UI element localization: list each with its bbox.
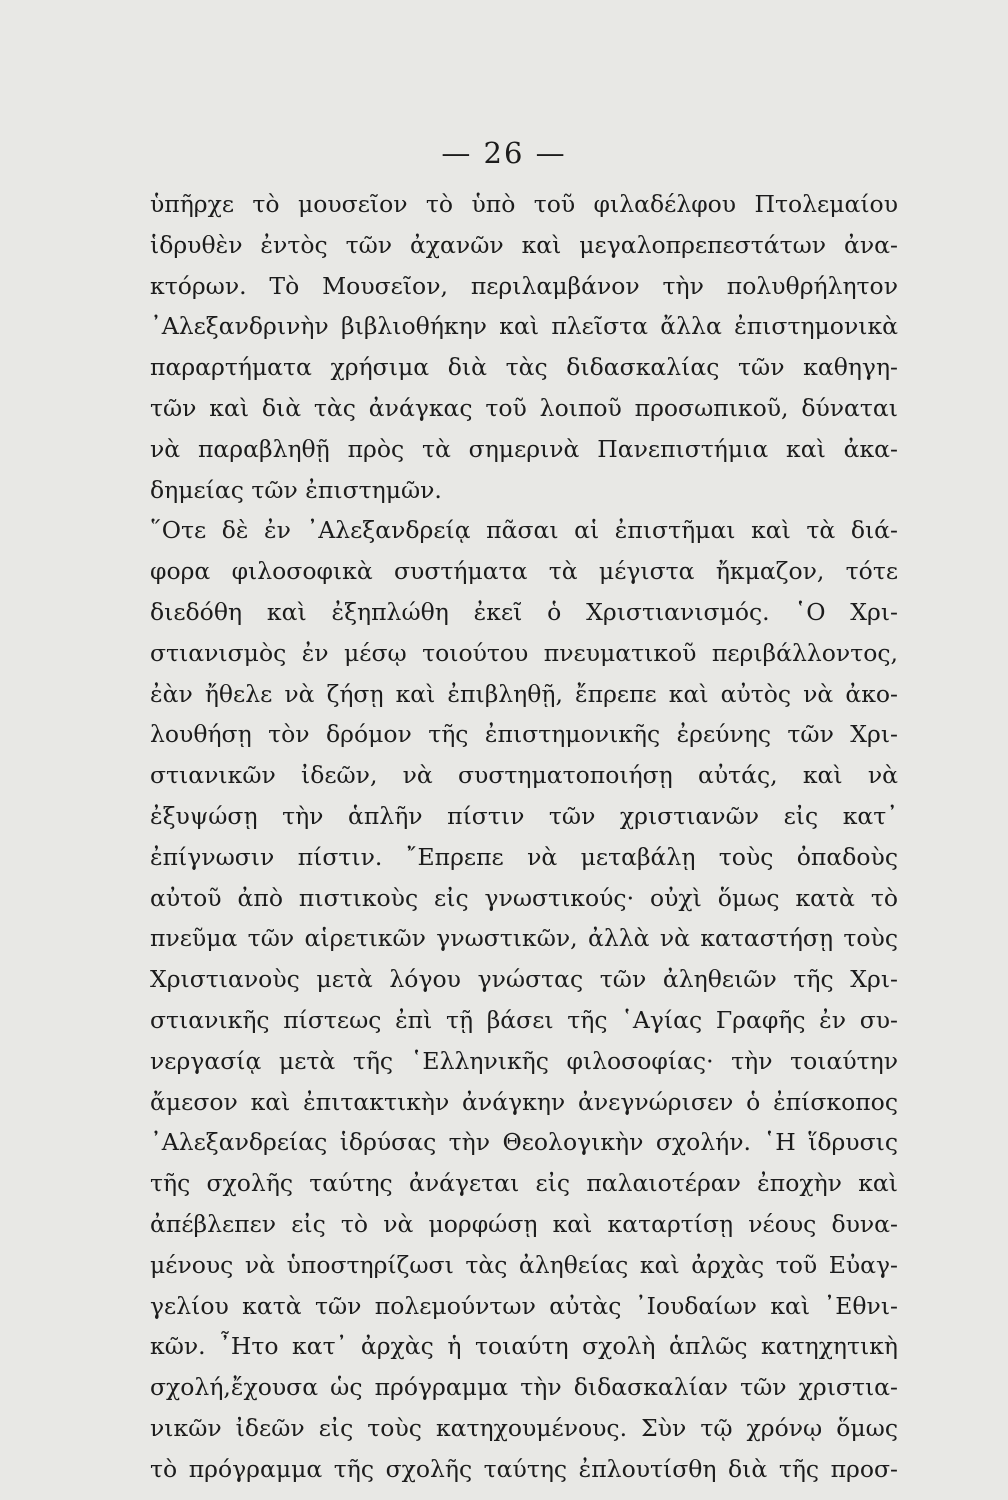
body-text	[150, 184, 898, 1490]
text-line: πνεῦμα τῶν αἱρετικῶν γνωστικῶν, ἀλλὰ νὰ καταστήσῃ τοὺς	[150, 924, 898, 953]
text-line: νεργασίᾳ μετὰ τῆς ῾Ελληνικῆς φιλοσοφίας· τὴν τοιαύτην	[150, 1046, 898, 1075]
text-line: διεδόθη καὶ ἐξηπλώθη ἐκεῖ ὁ Χριστιανισμός. ῾Ο Χρι-	[150, 597, 898, 626]
text-line: ᾽Αλεξανδρινὴν βιβλιοθήκην καὶ πλεῖστα ἄλλα ἐπιστημονικὰ	[150, 312, 898, 341]
text-line: ἐξυψώσῃ τὴν ἁπλῆν πίστιν τῶν χριστιανῶν εἰς κατ᾽	[150, 801, 898, 830]
text-line: ἄμεσον καὶ ἐπιτακτικὴν ἀνάγκην ἀνεγνώρισεν ὁ ἐπίσκοπος	[150, 1087, 898, 1116]
text-line: ῞Οτε δὲ ἐν ᾽Αλεξανδρείᾳ πᾶσαι αἱ ἐπιστῆμαι καὶ τὰ διά-	[150, 516, 898, 545]
text-line: νὰ παραβληθῇ πρὸς τὰ σημερινὰ Πανεπιστήμια καὶ ἀκα-	[150, 434, 898, 463]
text-line: ᾽Αλεξανδρείας ἱδρύσας τὴν Θεολογικὴν σχολήν. ῾Η ἵδρυσις	[150, 1128, 898, 1157]
text-line: νικῶν ἰδεῶν εἰς τοὺς κατηχουμένους. Σὺν τῷ χρόνῳ ὅμως	[150, 1413, 898, 1442]
text-line: φορα φιλοσοφικὰ συστήματα τὰ μέγιστα ἤκμαζον, τότε	[150, 557, 898, 586]
text-line: στιανικῶν ἰδεῶν, νὰ συστηματοποιήσῃ αὐτάς, καὶ νὰ	[150, 761, 898, 790]
text-line: στιανισμὸς ἐν μέσῳ τοιούτου πνευματικοῦ περιβάλλοντος,	[150, 638, 898, 667]
text-line: Χριστιανοὺς μετὰ λόγου γνώστας τῶν ἀληθειῶν τῆς Χρι-	[150, 965, 898, 994]
text-line: ἱδρυθὲν ἐντὸς τῶν ἀχανῶν καὶ μεγαλοπρεπεστάτων ἀνα-	[150, 230, 898, 259]
text-line: κτόρων. Τὸ Μουσεῖον, περιλαμβάνον τὴν πολυθρήλητον	[150, 271, 898, 300]
text-line: ἐὰν ἤθελε νὰ ζήσῃ καὶ ἐπιβληθῇ, ἔπρεπε καὶ αὐτὸς νὰ ἀκο-	[150, 679, 898, 708]
text-line: γελίου κατὰ τῶν πολεμούντων αὐτὰς ᾽Ιουδαίων καὶ ᾽Εθνι-	[150, 1291, 898, 1320]
text-line: στιανικῆς πίστεως ἐπὶ τῇ βάσει τῆς ῾Αγίας Γραφῆς ἐν συ-	[150, 1005, 898, 1034]
text-line: κῶν. ῏Ητο κατ᾽ ἀρχὰς ἡ τοιαύτη σχολὴ ἁπλῶς κατηχητικὴ	[150, 1332, 898, 1361]
text-line: ἐπίγνωσιν πίστιν. ῎Επρεπε νὰ μεταβάλῃ τοὺς ὀπαδοὺς	[150, 842, 898, 871]
text-line: ἀπέβλεπεν εἰς τὸ νὰ μορφώσῃ καὶ καταρτίσῃ νέους δυνα-	[150, 1209, 898, 1238]
text-line: τὸ πρόγραμμα τῆς σχολῆς ταύτης ἐπλουτίσθη διὰ τῆς προσ-	[150, 1454, 898, 1483]
text-line: λουθήσῃ τὸν δρόμον τῆς ἐπιστημονικῆς ἐρεύνης τῶν Χρι-	[150, 720, 898, 749]
text-line: ὑπῆρχε τὸ μουσεῖον τὸ ὑπὸ τοῦ φιλαδέλφου Πτολεμαίου	[150, 190, 898, 218]
page-number: — 26 —	[441, 136, 567, 170]
text-line: παραρτήματα χρήσιμα διὰ τὰς διδασκαλίας τῶν καθηγη-	[150, 353, 898, 382]
text-line: μένους νὰ ὑποστηρίζωσι τὰς ἀληθείας καὶ ἀρχὰς τοῦ Εὐαγ-	[150, 1250, 898, 1279]
text-line: τῆς σχολῆς ταύτης ἀνάγεται εἰς παλαιοτέραν ἐποχὴν καὶ	[150, 1169, 898, 1198]
text-line: δημείας τῶν ἐπιστημῶν.	[150, 475, 442, 504]
text-line: αὐτοῦ ἀπὸ πιστικοὺς εἰς γνωστικούς· οὐχὶ ὅμως κατὰ τὸ	[150, 883, 898, 912]
text-line: σχολή,ἔχουσα ὡς πρόγραμμα τὴν διδασκαλίαν τῶν χριστια-	[150, 1373, 898, 1402]
text-line: τῶν καὶ διὰ τὰς ἀνάγκας τοῦ λοιποῦ προσωπικοῦ, δύναται	[150, 393, 898, 422]
